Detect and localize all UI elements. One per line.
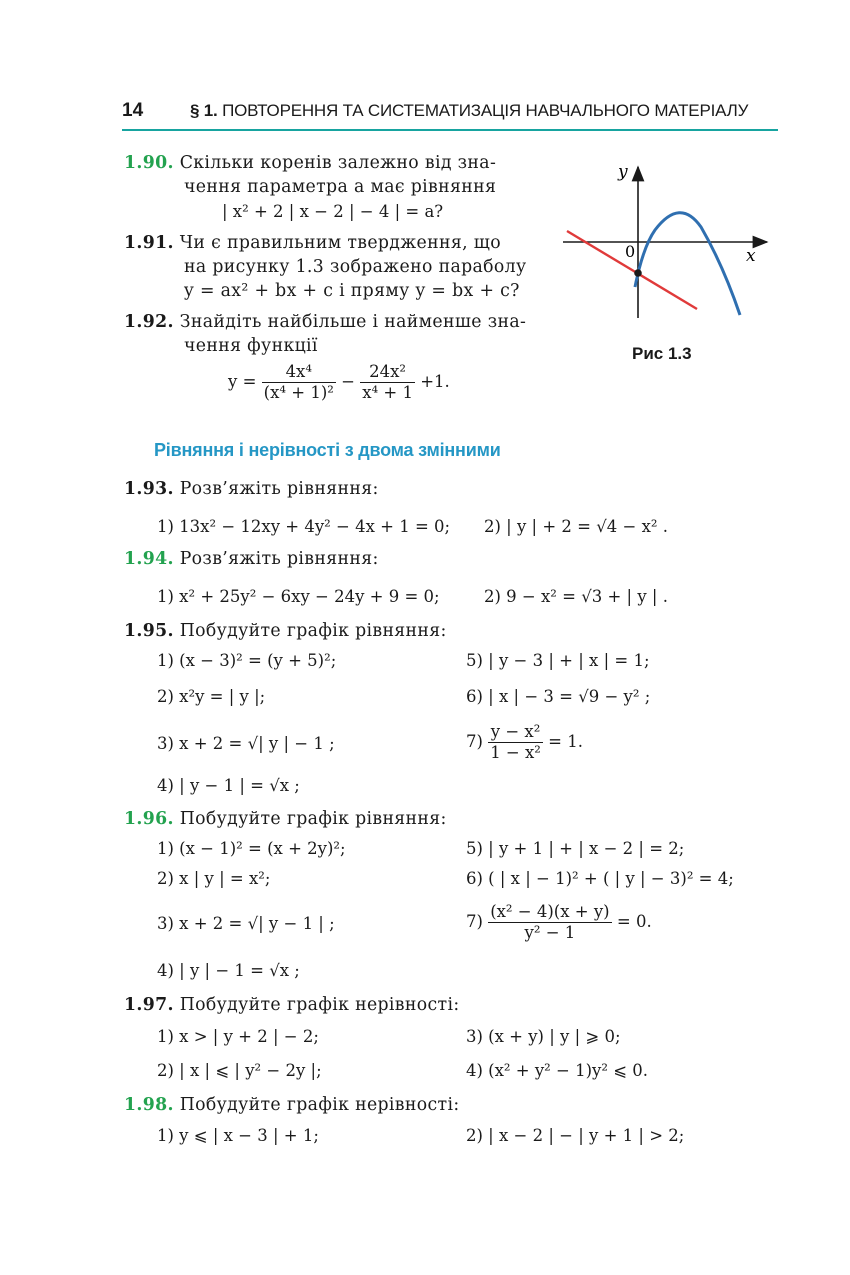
problem-1-95-item-4: 4) | y − 1 | = √x ; xyxy=(157,776,300,795)
problem-1-96-item-4: 4) | y | − 1 = √x ; xyxy=(157,961,300,980)
eq-lhs: y = xyxy=(228,372,257,391)
problem-1-93-item-1: 1) 13x² − 12xy + 4y² − 4x + 1 = 0; xyxy=(157,517,451,536)
intersection-point xyxy=(634,269,642,277)
problem-1-98 xyxy=(124,1094,460,1116)
problem-1-93-item-2: 2) | y | + 2 = √4 − x² . xyxy=(484,517,668,536)
problem-text: Побудуйте графік рівняння: xyxy=(179,809,447,829)
problem-1-97-item-3: 3) (x + y) | y | ⩾ 0; xyxy=(466,1027,621,1046)
problem-1-94-item-1: 1) x² + 25y² − 6xy − 24y + 9 = 0; xyxy=(157,587,440,606)
problem-number: 1.92. xyxy=(124,312,174,332)
x-axis-label: x xyxy=(746,246,756,266)
fraction-numerator: y − x² xyxy=(488,722,543,743)
problem-1-96-item-2: 2) x | y | = x²; xyxy=(157,869,271,888)
eq-tail: +1. xyxy=(420,372,450,391)
origin-label: 0 xyxy=(625,242,636,261)
problem-1-96-item-5: 5) | y + 1 | + | x − 2 | = 2; xyxy=(466,839,685,858)
problem-1-98-item-2: 2) | x − 2 | − | y + 1 | > 2; xyxy=(466,1126,685,1145)
problem-text: Розв’яжіть рівняння: xyxy=(179,549,379,569)
problem-1-96-item-3: 3) x + 2 = √| y − 1 | ; xyxy=(157,914,335,933)
problem-1-95-item-5: 5) | y − 3 | + | x | = 1; xyxy=(466,651,650,670)
problem-1-95 xyxy=(124,620,447,642)
problem-1-97-item-4: 4) (x² + y² − 1)y² ⩽ 0. xyxy=(466,1061,649,1080)
problem-text: Побудуйте графік рівняння: xyxy=(179,621,447,641)
problem-number: 1.94. xyxy=(124,549,174,569)
minus-sign: − xyxy=(341,372,355,391)
problem-1-96-item-7 xyxy=(466,902,652,943)
problem-1-95-item-3: 3) x + 2 = √| y | − 1 ; xyxy=(157,734,335,753)
problem-1-91-line-3: y = ax² + bx + c і пряму y = bx + c? xyxy=(184,281,520,301)
problem-1-91-line-1 xyxy=(124,232,501,254)
problem-number: 1.98. xyxy=(124,1095,174,1115)
problem-number: 1.91. xyxy=(124,233,174,253)
fraction-denominator: 1 − x² xyxy=(490,743,541,762)
figure-caption: Рис 1.3 xyxy=(632,344,692,363)
fraction-2-numerator: 24x² xyxy=(360,362,415,383)
eq-tail: = 0. xyxy=(616,912,652,931)
parabola-curve xyxy=(635,213,740,315)
problem-number: 1.96. xyxy=(124,809,174,829)
problem-text: Чи є правильним твердження, що xyxy=(179,233,501,253)
fraction-1 xyxy=(262,362,336,403)
problem-1-92-line-2: чення функції xyxy=(184,336,318,356)
eq-tail: = 1. xyxy=(548,732,583,751)
problem-1-96 xyxy=(124,808,447,830)
fraction xyxy=(488,902,611,943)
problem-number: 1.90. xyxy=(124,153,174,173)
problem-text: Знайдіть найбільше і найменше зна- xyxy=(179,312,527,332)
problem-1-94-item-2: 2) 9 − x² = √3 + | y | . xyxy=(484,587,668,606)
problem-1-90-equation: | x² + 2 | x − 2 | − 4 | = a? xyxy=(222,202,444,221)
item-number: 7) xyxy=(466,912,483,931)
fraction-numerator: (x² − 4)(x + y) xyxy=(490,902,610,921)
problem-text: Розв’яжіть рівняння: xyxy=(179,479,379,499)
problem-1-96-item-1: 1) (x − 1)² = (x + 2y)²; xyxy=(157,839,346,858)
fraction-denominator: y² − 1 xyxy=(524,923,576,942)
page-number: 14 xyxy=(122,100,144,121)
section-title: ПОВТОРЕННЯ ТА СИСТЕМАТИЗАЦІЯ НАВЧАЛЬНОГО МАТЕРІАЛУ xyxy=(222,101,749,120)
problem-1-95-item-6: 6) | x | − 3 = √9 − y² ; xyxy=(466,687,651,706)
problem-number: 1.93. xyxy=(124,479,174,499)
problem-1-97-item-2: 2) | x | ⩽ | y² − 2y |; xyxy=(157,1061,322,1080)
problem-1-95-item-7 xyxy=(466,722,583,763)
fraction-1-numerator: 4x⁴ xyxy=(262,362,336,383)
section-heading: Рівняння і нерівності з двома змінними xyxy=(154,440,501,460)
problem-1-92-line-1 xyxy=(124,311,526,333)
fraction-2-denominator: x⁴ + 1 xyxy=(362,383,413,402)
problem-1-91-line-2: на рисунку 1.3 зображено параболу xyxy=(184,257,527,277)
problem-1-95-item-1: 1) (x − 3)² = (y + 5)²; xyxy=(157,651,337,670)
problem-1-95-item-2: 2) x²y = | y |; xyxy=(157,687,266,706)
problem-1-97-item-1: 1) x > | y + 2 | − 2; xyxy=(157,1027,319,1046)
fraction xyxy=(488,722,543,763)
item-number: 7) xyxy=(466,732,483,751)
running-header xyxy=(190,101,748,121)
problem-text: Побудуйте графік нерівності: xyxy=(179,995,460,1015)
figure-1-3 xyxy=(555,155,780,330)
header-rule xyxy=(122,129,778,131)
problem-1-90-line-1 xyxy=(124,152,496,174)
problem-1-90-line-2: чення параметра a має рівняння xyxy=(184,177,497,197)
problem-1-92-equation xyxy=(228,362,450,403)
y-axis-label: y xyxy=(618,162,628,182)
fraction-1-denominator: (x⁴ + 1)² xyxy=(263,383,334,402)
problem-1-94 xyxy=(124,548,379,570)
problem-number: 1.97. xyxy=(124,995,174,1015)
problem-1-93 xyxy=(124,478,379,500)
problem-text: Скільки коренів залежно від зна- xyxy=(179,153,497,173)
problem-1-98-item-1: 1) y ⩽ | x − 3 | + 1; xyxy=(157,1126,319,1145)
fraction-2 xyxy=(360,362,415,403)
problem-number: 1.95. xyxy=(124,621,174,641)
problem-text: Побудуйте графік нерівності: xyxy=(179,1095,460,1115)
problem-1-97 xyxy=(124,994,460,1016)
problem-1-96-item-6: 6) ( | x | − 1)² + ( | y | − 3)² = 4; xyxy=(466,869,734,888)
section-mark: § 1. xyxy=(190,101,218,120)
